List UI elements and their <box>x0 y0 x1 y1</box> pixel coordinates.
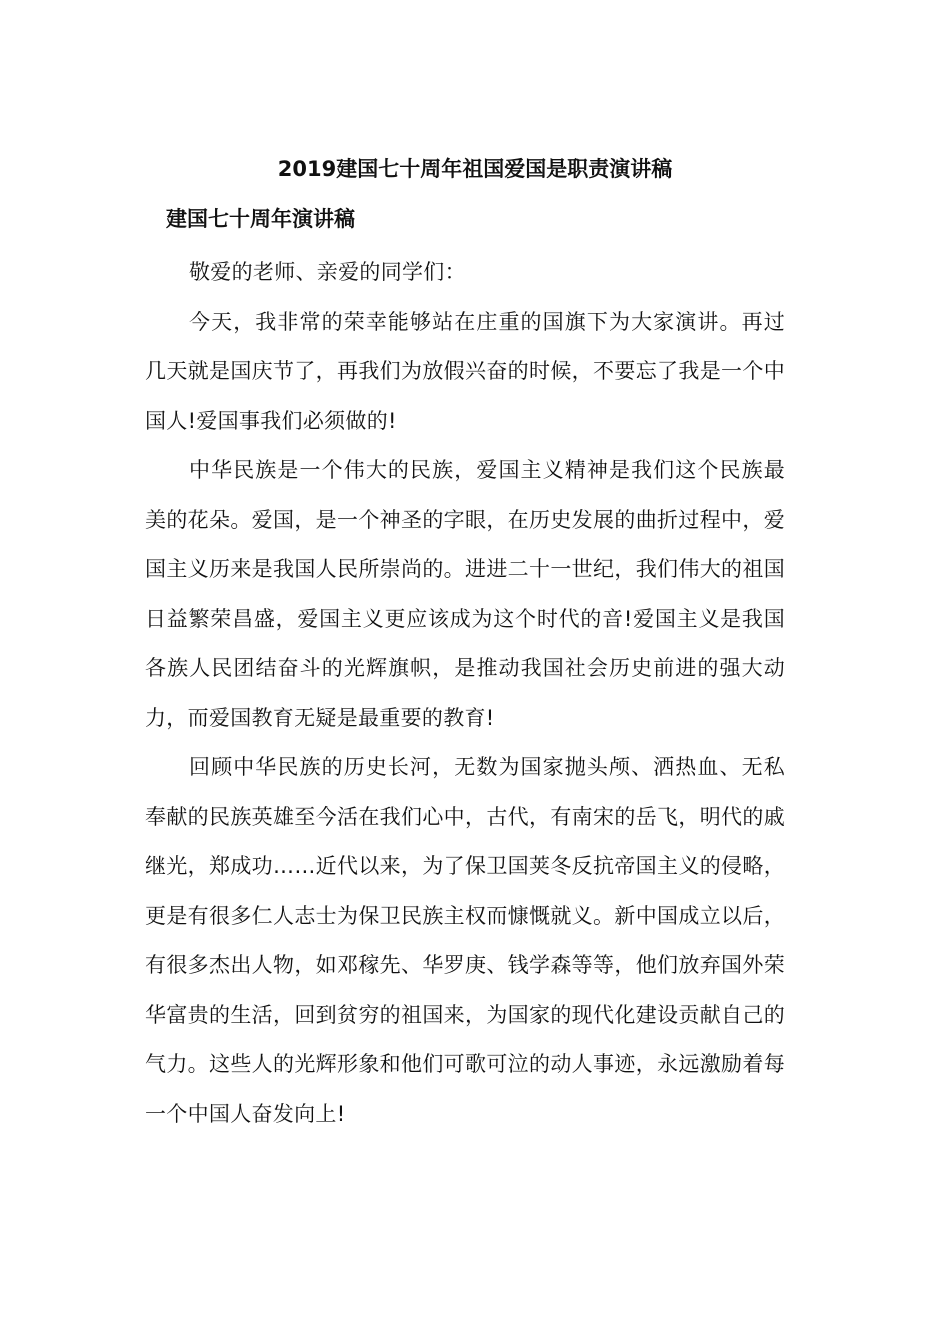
document-body <box>145 248 785 1139</box>
body-paragraph: 中华民族是一个伟大的民族，爱国主义精神是我们这个民族最美的花朵。爱国，是一个神圣的字眼，在历史发展的曲折过程中，爱国主义历来是我国人民所崇尚的。进进二十一世纪，我们伟大的祖国日益繁荣昌盛，爱国主义更应该成为这个时代的音!爱国主义是我国各族人民团结奋斗的光辉旗帜，是推动我国社会历史前进的强大动力，而爱国教育无疑是最重要的教育! <box>145 458 785 730</box>
body-paragraph: 回顾中华民族的历史长河，无数为国家抛头颅、洒热血、无私奉献的民族英雄至今活在我们心中，古代，有南宋的岳飞，明代的戚继光，郑成功……近代以来，为了保卫国荚冬反抗帝国主义的侵略，更是有很多仁人志士为保卫民族主权而慷慨就义。新中国成立以后，有很多杰出人物，如邓稼先、华罗庚、钱学森等等，他们放弃国外荣华富贵的生活，回到贫穷的祖国来，为国家的现代化建设贡献自己的气力。这些人的光辉形象和他们可歌可泣的动人事迹，永远激励着每一个中国人奋发向上! <box>145 755 785 1126</box>
document-title: 2019建国七十周年祖国爱国是职责演讲稿 <box>277 157 673 181</box>
salutation-paragraph: 敬爱的老师、亲爱的同学们： <box>189 260 466 284</box>
body-paragraph: 今天，我非常的荣幸能够站在庄重的国旗下为大家演讲。再过几天就是国庆节了，再我们为放假兴奋的时候，不要忘了我是一个中国人!爱国事我们必须做的! <box>145 309 785 433</box>
document-subtitle: 建国七十周年演讲稿 <box>166 207 355 231</box>
